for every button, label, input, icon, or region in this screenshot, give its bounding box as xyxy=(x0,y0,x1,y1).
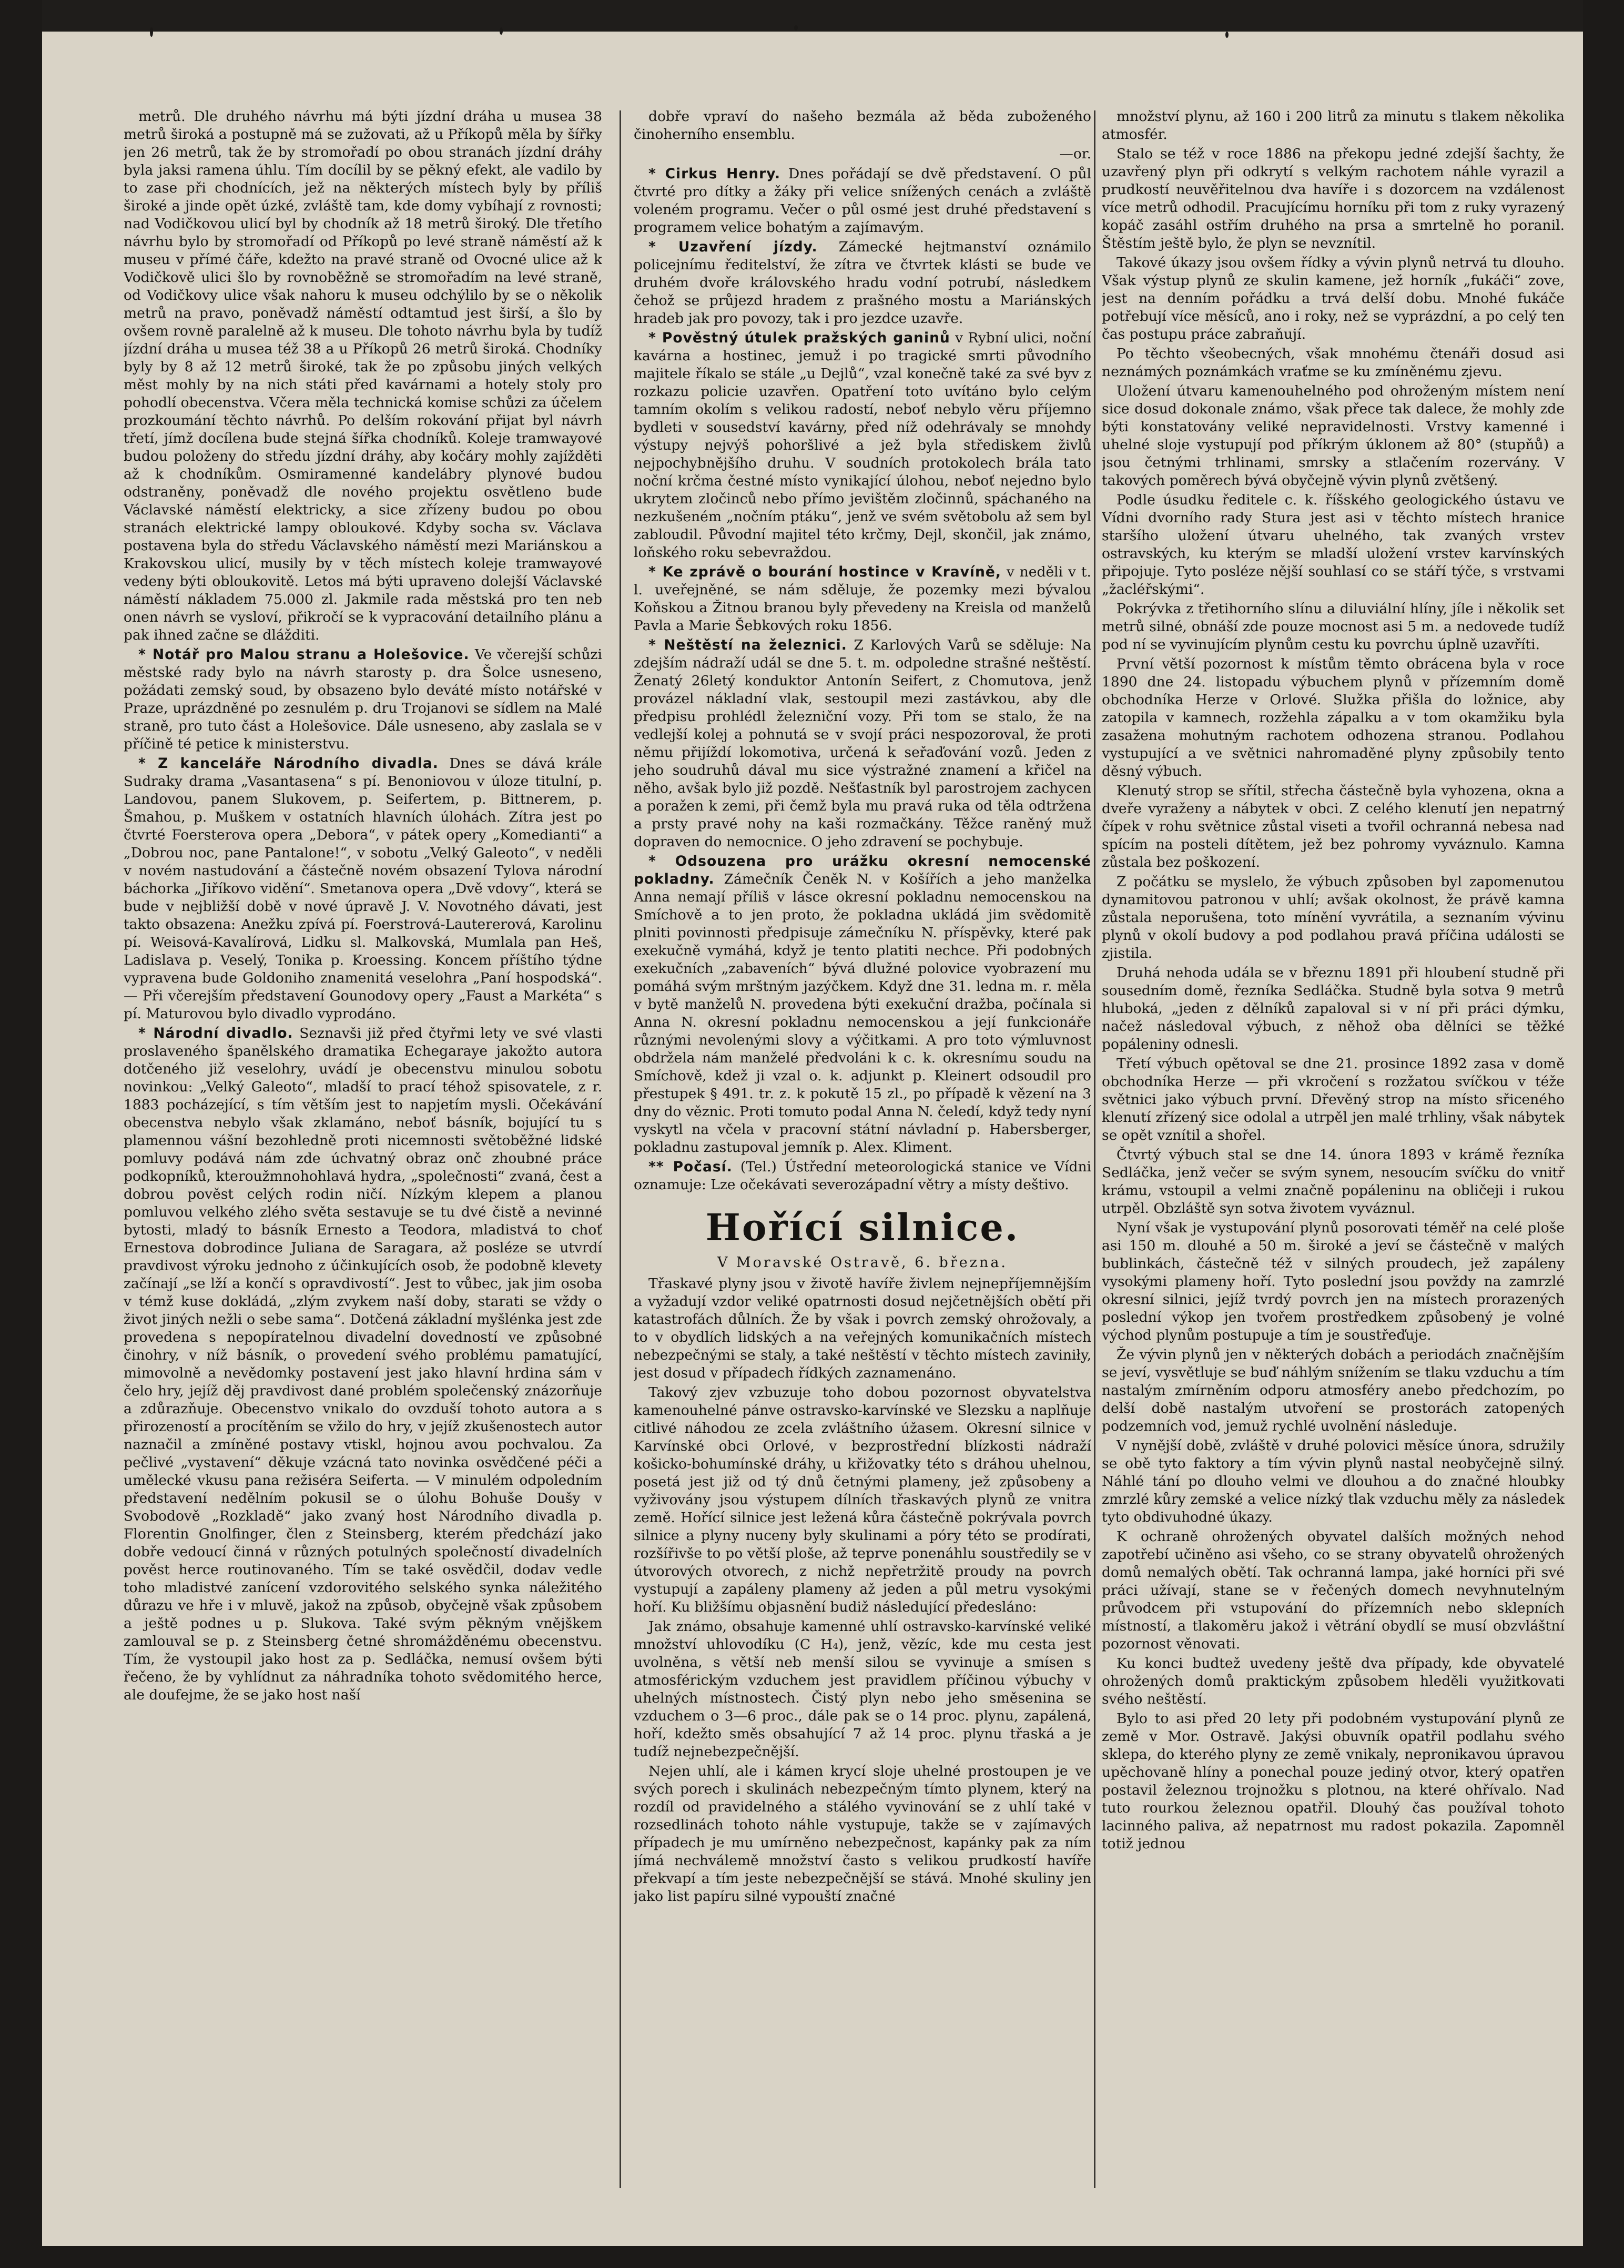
paragraph-text: —or. xyxy=(1059,146,1091,162)
paragraph-text: První větší pozornost k místům těmto obrácena byla v roce 1890 dne 24. listopadu výbuchem plynů v přízemním domě obchodníka Herze v Orlové. Služka přišla do ložnice, aby zatopila v kamnech, rozžehla zápalku a v tom okamžiku byla zasažena mohutným rachotem odhozena stranou. Podlahou vystupující a ve světnici nahromaděné plyny způsobily tento děsný výbuch. xyxy=(1102,656,1565,779)
paragraph-lead: * Národní divadlo. xyxy=(138,1025,293,1041)
article-paragraph xyxy=(1102,1710,1565,1853)
paragraph-text: Třaskavé plyny jsou v životě havíře živlem nejnepříjemnějším a vyžadují vzdor veliké opatrnosti dosud nejčetnějších obětí při katastrofách důlních. Že by však i povrch zemský ohrožovaly, a to v obydlích lidských a na veřejných komunikačních místech nebezpečnými se staly, a také neštěstí v těchto místech zaviniły, jest dosud v případech řídkých zaznamenáno. xyxy=(634,1275,1091,1381)
article-paragraph xyxy=(1102,782,1565,872)
paragraph-text: Takový zjev vzbuzuje toho dobou pozornost obyvatelstva kamenouhelné pánve ostravsko-karvínské ve Slezsku a naplňuje citlivé náhodou ze zcela zvláštního úžasem. Okresní silnice v Karvínské obci Orlové, v bezprostřední blízkosti nádraží košicko-bohumínské dráhy, u křižovatky této s dráhou uhelnou, posetá jest již od tý dnů četnými plameny, jež způsobeny a vyživovány jsou výstupem dílních třaskavých plynů ze vnitra země. Hořící silnice jest ležená kůra částečně pokrývala povrch silnice a plyny nuceny byly skulinami a póry této se prodírati, rozšířivše to po větší ploše, až teprve ponenáhlu soustředily se v útvorových otvorech, z nichž nepřetržitě proudy na povrch vystupují a zapáleny plameny až jeden a půl metru vysokými hoří. Ku bližšímu objasnění budiž následující předesláno: xyxy=(634,1384,1091,1615)
article-paragraph xyxy=(634,145,1091,163)
paragraph-text: Ku konci budtež uvedeny ještě dva případy, kde obyvatelé ohrožených domů praktickým způsobem hleděli využitkovati svého neštěstí. xyxy=(1102,1655,1565,1707)
article-paragraph xyxy=(1102,655,1565,781)
paragraph-lead: * Z kanceláře Národního divadla. xyxy=(138,755,439,772)
article-paragraph xyxy=(124,755,602,1023)
article-paragraph xyxy=(1102,254,1565,343)
article-paragraph xyxy=(1102,345,1565,381)
article-paragraph xyxy=(124,646,602,753)
scan-border-top xyxy=(0,0,1624,32)
paragraph-text: Třetí výbuch opětoval se dne 21. prosince 1892 zasa v domě obchodníka Herze — při vkročení s rozžatou svíčkou v téže světnici jako výbuch první. Dřevěný strop na místo sřiceného klenutí zřízený sice odolal a utrpěl jen malé trhliny, však nábytek se opět vznítil a shořel. xyxy=(1102,1056,1565,1143)
scan-speck xyxy=(150,27,153,37)
paragraph-text: Dnes se dává krále Sudraky drama „Vasantasena“ s pí. Benoniovou v úloze titulní, p. Landovou, panem Slukovem, p. Seifertem, p. Bittnerem, p. Šmahou, p. Muškem v ostatních hlavních úlohách. Zítra jest po čtvrté Foersterova opera „Debora“, v pátek opery „Komedianti“ a „Dobrou noc, pane Pantalone!“, v sobotu „Velký Galeoto“, v neděli v novém nastudování a částečně novém obsazení Tylova národní báchorka „Jiříkovo vidění“. Smetanova opera „Dvě vdovy“, která se bude v nejbližší době v nové úpravě J. V. Novotného dávati, jest takto obsazena: Anežku zpívá pí. Foerstrová-Lautererová, Karolinu pí. Weisová-Kavalírová, Lidku sl. Malkovská, Mumlala pan Heš, Ladislava p. Veselý, Tonika p. Kroessing. Koncem příštího týdne vypravena bude Goldoniho znamenitá veselohra „Paní hospodská“. — Při včerejším představení Gounodovy opery „Faust a Markéta“ s pí. Maturovou bylo divadlo vyprodáno. xyxy=(124,755,602,1022)
paragraph-text: Bylo to asi před 20 lety při podobném vystupování plynů ze země v Mor. Ostravě. Jakýsi obuvník opatřil podlahu svého sklepa, do kterého plyny ze země vnikaly, nepronikavou úpravou upěchovaně hlíny a ponechal pouze jediný otvor, který opatřen postavil železnou trojnožku s plotnou, na které ohřívalo. Nad tuto rourkou železnou opatřil. Dlouhý čas používal tohoto lacinného paliva, až nepatrnost mu radost pokazila. Zapomněl totiž jednou xyxy=(1102,1710,1565,1852)
article-headline: Hořící silnice. xyxy=(705,1206,1020,1249)
scan-border-right xyxy=(1583,0,1624,2268)
article-paragraph xyxy=(634,165,1091,237)
article-paragraph xyxy=(634,238,1091,328)
paragraph-lead: * Odsouzena pro urážku okresní nemocenské pokladny. xyxy=(634,853,1091,887)
column-middle-news xyxy=(634,108,1091,1194)
column-rule xyxy=(1094,110,1095,2188)
paragraph-text: V nynější době, zvláště v druhé polovici měsíce února, sdružily se obě tyto faktory a tím vývin plynů nastal neobyčejně silný. Náhlé tání po dlouho velmi ve dlouhou a do značné hloubky zmrzlé kůry zemské a velice nízký tlak vzduchu měly za následek tyto obdivuhodné úkazy. xyxy=(1102,1437,1565,1525)
scan-speck xyxy=(794,25,798,31)
scan-border-bottom xyxy=(0,2246,1624,2268)
paragraph-text: Čtvrtý výbuch stal se dne 14. února 1893 v krámě řezníka Sedláčka, jenž večer se svým synem, nesoucím svíčku do vnitř krámu, vstoupil a velmi značně popáleninu na obličeji i rukou utrpěl. Obzláště syn sotva životem vyváznul. xyxy=(1102,1147,1565,1217)
article-paragraph xyxy=(1102,108,1565,144)
article-paragraph xyxy=(124,108,602,644)
paragraph-text: Dnes pořádají se dvě představení. O půl čtvrté pro dítky a žáky při velice snížených cenách a zvláště voleném programu. Večer o půl osmé jest druhé představení s programem velice bohatým a zajímavým. xyxy=(634,166,1091,236)
column-middle-article xyxy=(634,1275,1091,1906)
paragraph-text: metrů. Dle druhého návrhu má býti jízdní dráha u musea 38 metrů široká a postupně má se zužovati, až u Příkopů měla by šířky jen 26 metrů, tak že by stromořadí po obou stranách jízdní dráhy byla jaksi ramena úhlu. Tím docílil by se pěkný efekt, ale vadilo by to zase při chodnících, jež na některých místech byly by příliš široké a jinde opět úzké, zvláště tam, kde domy vybíhají z rovnosti; nad Vodičkovou ulicí byl by chodník až 18 metrů široký. Dle třetího návrhu bylo by stromořadí od Příkopů po levé straně náměstí až k museu v přímé čáře, kdežto na pravé straně od Ovocné ulice až k Vodičkově ulici šlo by rovnoběžně se stromořadím na levé straně, od Vodičkovy ulice však nahoru k museu odchýlilo by se o několik metrů na pravo, poněvadž náměstí odtamtud jest širší, a šlo by ovšem rovně paralelně až k museu. Dle tohoto návrhu byla by tudíž jízdní dráha u musea též 38 a u Příkopů 26 metrů široká. Chodníky byly by 8 až 12 metrů široké, tak že po způsobu jiných velkých měst mohly by na nich státi před kavárnami a hotely stoly pro pohodlí obecenstva. Včera měla technická komise schůzi za účelem prozkoumání těchto návrhů. Po delším rokování přijat byl návrh třetí, jímž docílena bude stejná šířka chodníků. Koleje tramwayové budou položeny do středu jízdní dráhy, aby kočáry mohly zajížděti až k chodníkům. Osmiramenné kandelábry plynové budou odstraněny, poněvadž dle nového projektu osvětleno bude Václavské náměstí elektricky, a sice zřízeny budou po obou stranách elektrické lampy obloukové. Kdyby socha sv. Václava postavena byla do středu Václavského náměstí mezi Mariánskou a Krakovskou ulicí, musily by v těch místech koleje tramwayové vedeny býti obloukovitě. Letos má býti upraveno dolejší Václavské náměstí nákladem 75.000 zl. Jakmile rada městská pro ten neb onen návrh se vysloví, přikročí se k vypracování detailního plánu a pak ihned začne se dlážditi. xyxy=(124,108,602,643)
paragraph-text: Nyní však je vystupování plynů posorovati téměř na celé ploše asi 150 m. dlouhé a 50 m. široké a jeví se částečně v malých bublinkách, částečně též v silných proudech, jež zapáleny vysokými plameny hoří. Tyto poslední jsou povždy na zamrzlé okresní silnici, jejíž tvrdý povrch jen na místech prorazených poslední výkop jen tvořem prostředkem způsobený je volné východ plynům postupuje a tím je soustřeďuje. xyxy=(1102,1220,1565,1343)
paragraph-lead: ** Počasí. xyxy=(648,1159,733,1175)
column-middle xyxy=(634,108,1091,2191)
paragraph-lead: * Uzavření jízdy. xyxy=(648,239,818,255)
article-paragraph xyxy=(1102,600,1565,654)
paragraph-text: Pokrývka z třetihorního slínu a diluviální hlíny, jíle i několik set metrů silné, obnáší zde pouze mocnost asi 5 m. a nedovede tudíž pod ní se vyvinujícím plynům cestu ku povrchu úplně uzavříti. xyxy=(1102,601,1565,653)
article-paragraph xyxy=(634,329,1091,562)
article-paragraph xyxy=(634,1158,1091,1194)
paragraph-text: Z Karlových Varů se sděluje: Na zdejším nádraží udál se dne 5. t. m. odpoledne strašné neštěstí. Ženatý 26letý konduktor Antonín Seifert, z Chomutova, jenž provázel nákladní vlak, sestoupil mezi zastávkou, aby dle předpisu prohlédl železniční vozy. Při tom se stalo, že na vedlejší kolej a pohnutá se v svojí práci nespozoroval, že proti němu přijíždí lokomotiva, určená k seřaďování vozů. Jeden z jeho soudruhů dával mu sice výstražné znamení a křičel na něho, avšak bylo již pozdě. Nešťastník byl parostrojem zachycen a poražen k zemi, při čemž byla mu pravá ruka od těla odtržena a prsty pravé nohy na kaši rozmačkány. Těžce raněný muž dopraven do nemocnice. O jeho zdravení se pochybuje. xyxy=(634,637,1091,850)
paragraph-text: Že vývin plynů jen v některých dobách a periodách značnějším se jeví, vysvětluje se buď náhlým snížením se tlaku vzduchu a tím nastalým zmírněním odporu atmosféry anebo předchozím, po delší době nastalým utvoření se prostorách zatopených podzemních vod, jemuž rychlé uvolnění následuje. xyxy=(1102,1346,1565,1434)
paragraph-text: Po těchto všeobecných, však mnohému čtenáři dosud asi neznámých poznámkách vraťme se ku zmíněnému zjevu. xyxy=(1102,346,1565,380)
scan-speck xyxy=(500,27,503,35)
column-right xyxy=(1102,108,1565,2191)
article-paragraph xyxy=(1102,964,1565,1054)
paragraph-lead: * Ke zprávě o bourání hostince v Kravíně, xyxy=(648,564,1001,580)
article-paragraph xyxy=(634,1384,1091,1616)
paragraph-text: Podle úsudku ředitele c. k. říšského geologického ústavu ve Vídni dvorního rady Stura jest asi v těchto místech hranice staršího uložení útvaru uhelného, tak zvaných vrstev ostravských, ku kterým se mladší uložení vrstev karvínských připojuje. Tyto posléze nější souhlasí co se stáří týče, s vrstvami „žacléřskými“. xyxy=(1102,492,1565,598)
scan-speck xyxy=(1225,32,1229,38)
paragraph-text: K ochraně ohrožených obyvatel dalších možných nehod zapotřebí učiněno asi všeho, co se strany obyvatelů ohrožených domů nemalých obětí. Tak ochranná lampa, jaké horníci při své práci užívají, stane se v řečených domech nevyhnutelným průvodcem při vstupování do přízemních nebo sklepních místností, a tlakoměru jakož i větrání obydlí se musí obzvláštní pozornost věnovati. xyxy=(1102,1528,1565,1652)
paragraph-text: Druhá nehoda udála se v březnu 1891 při hloubení studně při sousedním domě, řezníka Sedláčka. Studně byla sotva 9 metrů hluboká, „jeden z dělníků zapaloval si v ní při práci dýmku, načež následoval výbuch, z něhož oba dělníci se těžké popáleniny odnesli. xyxy=(1102,965,1565,1052)
paragraph-text: Takové úkazy jsou ovšem řídky a vývin plynů netrvá tu dlouho. Však výstup plynů ze skulin kamene, jež horník „fukáči“ zove, jest na denním pořádku a trvá delší dobu. Mnohé fukáče potřebují více měsíců, ano i roky, než se vyprázdní, a po celý ten čas postupu práce zabraňují. xyxy=(1102,255,1565,342)
paragraph-lead: * Pověstný útulek pražských ganinů xyxy=(648,330,950,346)
article-paragraph xyxy=(634,563,1091,635)
paragraph-text: Ve včerejší schůzi městské rady bylo na návrh starosty p. dra Šolce usneseno, požádati zemský soud, by obsazeno bylo deváté místo notářské v Praze, uprázdněné po zesnulém p. dru Trojanovi se sídlem na Malé straně, pro tuto část a Holešovice. Dále usneseno, aby zaslala se v příčině té petice k ministerstvu. xyxy=(124,646,602,752)
article-paragraph xyxy=(1102,1219,1565,1344)
paragraph-text: dobře vpraví do našeho bezmála až běda zuboženého činoherního ensemblu. xyxy=(634,108,1091,143)
article-paragraph xyxy=(634,853,1091,1157)
paragraph-text: Z počátku se myslelo, že výbuch způsoben byl zapomenutou dynamitovou patronou v uhlí; avšak okolnost, že právě kamna zůstala neporušena, toto mínění vyvrátila, a seznaním vývinu plynů v okolí budovy a pod podlahou pravá příčina události se zjistila. xyxy=(1102,874,1565,961)
article-paragraph xyxy=(1102,1655,1565,1708)
paragraph-text: Nejen uhlí, ale i kámen krycí sloje uhelné prostoupen je ve svých porech i skulinách nebezpečným tímto plynem, který na rozdíl od pravidelného a stálého vyvinování se z uhlí také v rozsedlinách tohoto náhle vystupuje, takže se v zajímavých případech je mu umírněno nebezpečnost, kapánky pak za ním jímá nechválemě množství často s velikou prudkostí havíře překvapí a tím jeste nebezpečnější se stává. Mnohé skuliny jen jako list papíru silné vypouští značné xyxy=(634,1763,1091,1905)
paragraph-text: Stalo se též v roce 1886 na překopu jedné zdejší šachty, že uzavřený plyn při odkrytí s velkým rachotem náhle vyrazil a prudkostí neuvěřitelnou dva havíře i s dozorcem na vzdálenost více metrů odhodil. Pracujícímu horníku při tom z ruky vyrazený kopáč zasáhl ostřím druhého na prsa a smrtelně ho poranil. Štěstím ještě bylo, že plyn se nevznítil. xyxy=(1102,146,1565,251)
paragraph-text: množství plynu, až 160 i 200 litrů za minutu s tlakem několika atmosfér. xyxy=(1102,108,1565,143)
scan-border-left xyxy=(0,0,42,2268)
paragraph-lead: * Cirkus Henry. xyxy=(648,166,781,182)
article-paragraph xyxy=(1102,382,1565,490)
article-paragraph xyxy=(1102,1346,1565,1435)
article-paragraph xyxy=(124,1025,602,1704)
paragraph-text: (Tel.) Ústřední meteorologická stanice ve Vídni oznamuje: Lze očekávati severozápadní větry a místy deštivo. xyxy=(634,1159,1091,1193)
article-paragraph xyxy=(1102,1437,1565,1526)
paragraph-text: v neděli v t. l. uveřejněné, se nám sděluje, že pozemky mezi bývalou Koňskou a Žitnou branou byly převedeny na Kreisla od manželů Pavla a Marie Šebkových roku 1856. xyxy=(634,564,1091,634)
article-paragraph xyxy=(1102,1055,1565,1145)
paragraph-text: Jak známo, obsahuje kamenné uhlí ostravsko-karvínské veliké množství uhlovodíku (C H₄), jenž, vězíc, kde mu cesta jest uvolněna, s větší neb menší silou se vyvinuje a smísen s atmosférickým vzduchem jest pravidlem příčinou výbuchy v uhelných místnostech. Čistý plyn nebo jeho směsenina se vzduchem o 3—6 proc., dále pak se o 14 proc. plynu, zapálená, hoří, kdežto směs obsahující 7 až 14 proc. plynu třaská a je tudíž nejnebezpečnější. xyxy=(634,1618,1091,1760)
article-paragraph xyxy=(1102,1528,1565,1653)
article-paragraph xyxy=(634,108,1091,144)
paragraph-text: Seznavši již před čtyřmi lety ve své vlasti proslaveného španělského dramatika Echegaraye jakožto autora dotčeného již veselohry, uvádí je obecenstvu minulou sobotu novinkou: „Velký Galeoto“, mladší to prací téhož spisovatele, z r. 1883 pocházející, s tím větším jest to napjetím mysli. Očekávání obecenstva nebylo však zklamáno, neboť básník, bojující tu s plamennou vášní bezohledně proti nicemnosti světoběžné lidské pomluvy podává nám zde úchvatný obraz onč zhoubné práce podkopníků, kteroužmnohohlavá hydra, „společnosti“ zvaná, čest a dobrou pověst celých rodin ničí. Nízkým klepem a planou pomluvou velkého zlého světa sestavuje se tu dvé čistě a nevinné bytosti, mladý to básník Ernesto a Teodora, mladistvá to choť Ernestova dobrodince Juliana de Saragara, až posléze se utvrdí pravdivost výroku jednoho z účinkujících osob, že podobně klevety začínají „se lží a končí s opravdivostí“. Jest to vůbec, jak jim osoba v témž kuse dokládá, „zlým zvykem naší doby, starati se vždy o život jiných nežli o sebe sama“. Dotčená základní myšlénka jest zde provedena s nepopíratelnou divadelní dovedností ve způsobné činohry, v níž básník, o provedení svého problému pamatující, mimovolně a nevědomky postavení jest jako hlavní hrdina sám v čelo hry, jejíž děj pravdivost dané problém společenský znázorňuje a zdůrazňuje. Obecenstvo vnikalo do ovzduší tohoto autora a s přirozeností a procítěním se vžilo do hry, v jejíž zkušenostech autor naznačil a zmíněné postavy vtiskl, hojnou avou pochvalou. Za pečlivé „vystavení“ děkuje vzácná tato novinka osvědčené péči a umělecké vkusu pana režiséra Seiferta. — V minulém odpoledním představení nedělním pokusil se o úlohu Bohuše Doušy v Svobodově „Rozkladě“ jako zvaný host Národního divadla p. Florentin Gnolfinger, člen z Steinsberg, kterém předchází jako dobře vedoucí činná v různých potulných společností divadelních pověst herce routinovaného. Tím se také osvědčil, dodav vedle toho mladistvé zanícení vzdorovitého selského synka náležitého důrazu ve hře i v mluvě, jakož na způsob, obyčejně však způsobem a ještě podnes u p. Slukova. Také svým pěkným vnějškem zamlouval se p. z Steinsberg četné shromážděnému obecenstvu. Tím, že vystoupil jako host za p. Sedláčka, nemusí ovšem býti řečeno, že by vyhlídnut za náhradníka tohoto svědomitého herce, ale doufejme, že se jako host naší xyxy=(124,1025,602,1703)
article-dateline: V Moravské Ostravě, 6. března. xyxy=(717,1254,1008,1271)
article-paragraph xyxy=(1102,873,1565,963)
paragraph-lead: * Neštěstí na železnici. xyxy=(648,637,847,653)
article-paragraph xyxy=(634,1275,1091,1382)
column-left xyxy=(124,108,602,2191)
article-paragraph xyxy=(634,636,1091,851)
paragraph-text: Uložení útvaru kamenouhelného pod ohroženým místem není sice dosud dokonale známo, však přece tak dalece, že mohly zde býti konstatovány veliké nepravidelnosti. Vrstvy kamenné i uhelné sloje vystupují pod příkrým úklonem až 80° (stupňů) a jsou četnými trhlinami, smrsky a stlačením rozervány. V takových poměrech bývá obyčejně vývin plynů zvětšený. xyxy=(1102,383,1565,489)
article-paragraph xyxy=(1102,491,1565,599)
paragraph-lead: * Notář pro Malou stranu a Holešovice. xyxy=(138,646,470,663)
paragraph-text: v Rybní ulici, noční kavárna a hostinec, jemuž i po tragické smrti původního majitele říkalo se stále „u Dejlů“, vzal konečně také za své byv z rozkazu policie uzavřen. Opatření toto uvítáno bylo celým tamním okolím s velikou radostí, neboť nebylo věru příjemno bydleti v sousedství kavárny, před níž odehrávaly se mnohdy výstupy nejvýš pohoršlivé a jež byla střediskem živlů nejpochybnějšího druhu. V soudních protokolech brála tato noční krčma čestné místo vynikající úlohou, neboť nejedno bylo ukrytem zločinců nebo přímo jevištěm zločinnů, spáchaného na nezkušeném „nočním ptáku“, jenž ve svém světobolu až sem byl zabloudil. Původní majitel této krčmy, Dejl, skončil, jak známo, loňského roku sebevraždou. xyxy=(634,330,1091,561)
paragraph-text: Zámečník Čeněk N. v Košířích a jeho manželka Anna nemají příliš v lásce okresní pokladnu nemocenskou na Smíchově a to jen proto, že pokladna ukládá jim svědomitě plniti povinnosti předpisuje zámečníku N. příspěvky, které pak exekučně vymáhá, když je tento platiti nechce. Při podobných exekučních „zabaveních“ bývá dlužné polovice vyobrazení mu pomáhá svým mrštným jazýčkem. Když dne 31. ledna m. r. měla v bytě manželů N. provedena býti exekuční dražba, počínala si Anna N. okresní pokladnu nemocenskou a její funkcionáře různými nevolenými slovy a výčitkami. A pro toto výmluvnost obdržela nám manželé předvoláni k c. k. okresnímu soudu na Smíchově, kdež ji vzal o. k. adjunkt p. Kleinert odsoudil pro přestupek § 491. tr. z. k pokutě 15 zl., po případě k vězení na 3 dny do věznic. Proti tomuto podal Anna N. čeledí, když tedy nyní vyskytl na včela v pracovní státní návladní p. Habersberger, pokladnu zastupoval jemník p. Alex. Kliment. xyxy=(634,871,1091,1156)
article-paragraph xyxy=(1102,145,1565,252)
column-rule xyxy=(620,110,621,2188)
article-paragraph xyxy=(634,1618,1091,1761)
article-paragraph xyxy=(634,1763,1091,1906)
paragraph-text: Klenutý strop se sřítil, střecha částečně byla vyhozena, okna a dveře vyraženy a nábytek v obci. Z celého klenutí jen nepatrný čípek v rohu světnice zůstal viseti a tvořil ochranná nebesa nad spícím na posteli dítětem, jež bez pohromy vyváznulo. Kamna zůstala bez poškození. xyxy=(1102,783,1565,870)
paragraph-text: Zámecké hejtmanství oznámilo policejnímu ředitelství, že zítra ve čtvrtek klásti se bude ve druhém dvoře královského hradu vodní potrubí, následkem čehož se průjezd hradem z prašného mostu a Mariánských hradeb jak pro povozy, tak i pro jezdce uzavře. xyxy=(634,239,1091,327)
article-paragraph xyxy=(1102,1146,1565,1218)
